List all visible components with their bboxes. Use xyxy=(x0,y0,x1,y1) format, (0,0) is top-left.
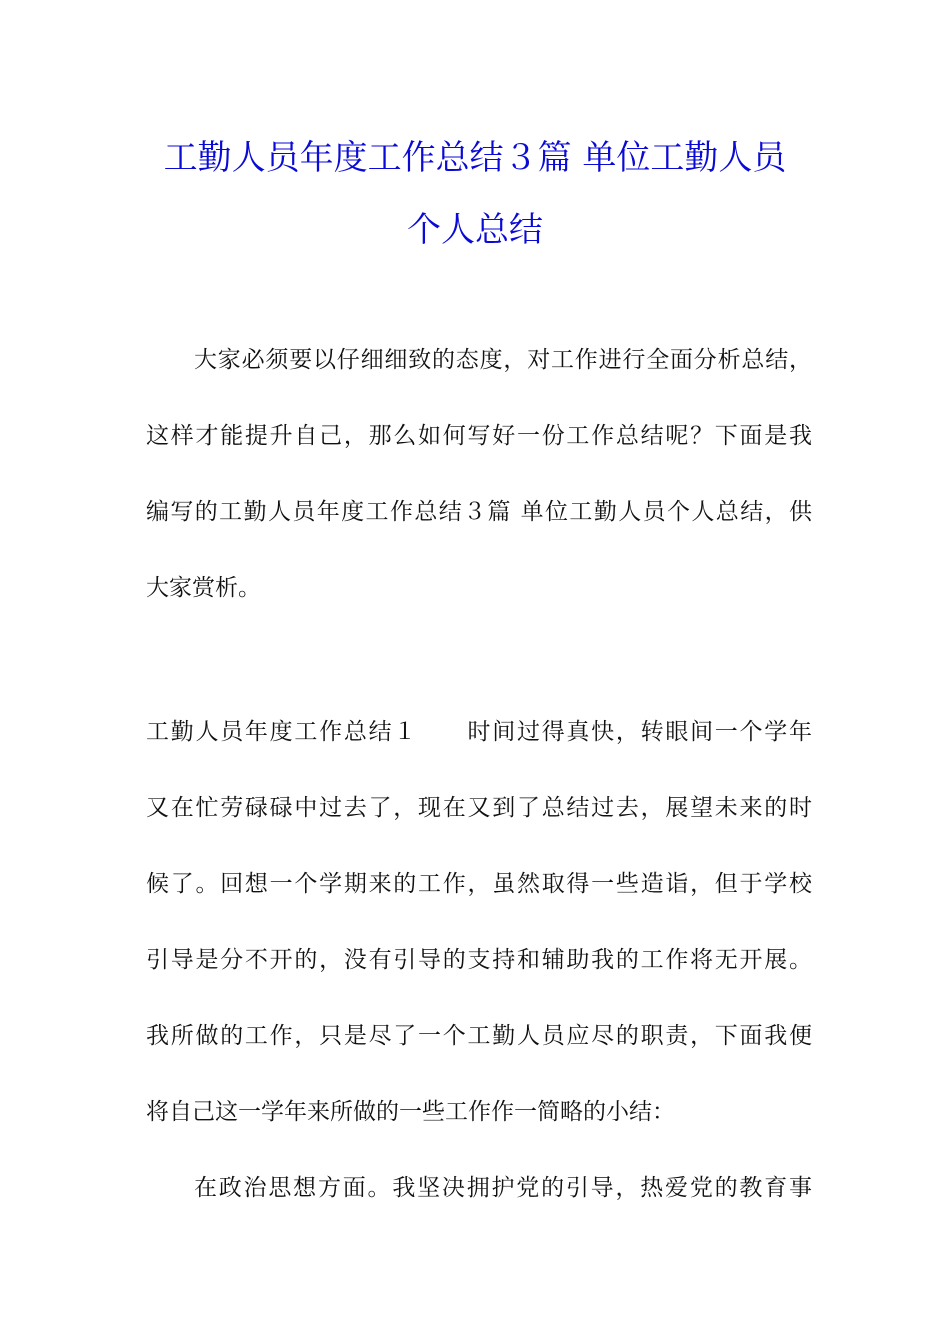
intro-line-1: 大家必须要以仔细细致的态度，对工作进行全面分析总结， xyxy=(194,347,812,373)
intro-paragraph xyxy=(146,322,812,626)
section-1-line-4: 引导是分不开的，没有引导的支持和辅助我的工作将无开展。 xyxy=(146,947,812,973)
section-1-line-7: 在政治思想方面。我坚决拥护党的引导，热爱党的教育事 xyxy=(194,1175,812,1201)
document-title xyxy=(100,122,850,266)
title-line-2: 个人总结 xyxy=(407,210,543,250)
section-1-line-2: 又在忙劳碌碌中过去了，现在又到了总结过去，展望未来的时 xyxy=(146,795,812,821)
title-line-1: 工勤人员年度工作总结３篇 单位工勤人员 xyxy=(163,138,787,178)
intro-line-4: 大家赏析。 xyxy=(146,575,261,601)
section-1-paragraph xyxy=(146,694,812,1226)
section-1-line-6: 将自己这一学年来所做的一些工作作一简略的小结： xyxy=(146,1099,675,1125)
intro-line-3: 编写的工勤人员年度工作总结３篇 单位工勤人员个人总结，供 xyxy=(146,499,812,525)
section-1-line-3: 候了。回想一个学期来的工作，虽然取得一些造诣，但于学校 xyxy=(146,871,812,897)
section-1-line-5: 我所做的工作，只是尽了一个工勤人员应尽的职责，下面我便 xyxy=(146,1023,812,1049)
section-1-line-1: 工勤人员年度工作总结１ 时间过得真快，转眼间一个学年 xyxy=(146,719,812,745)
intro-line-2: 这样才能提升自己，那么如何写好一份工作总结呢？下面是我 xyxy=(146,423,812,449)
